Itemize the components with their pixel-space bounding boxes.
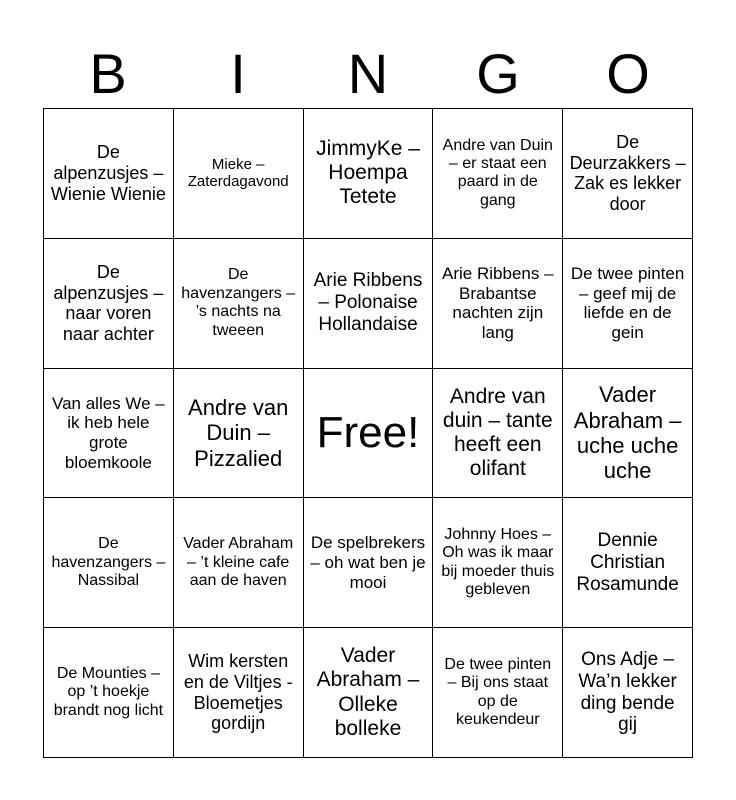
bingo-cell[interactable]: Arie Ribbens – Brabantse nachten zijn lang: [433, 239, 563, 369]
bingo-cell[interactable]: Arie Ribbens – Polonaise Hollandaise: [304, 239, 434, 369]
bingo-cell[interactable]: Andre van Duin – er staat een paard in de gang: [433, 109, 563, 239]
free-space[interactable]: Free!: [304, 369, 434, 499]
header-letter-o: O: [606, 42, 650, 105]
bingo-cell[interactable]: Vader Abraham – ’t kleine cafe aan de haven: [174, 498, 304, 628]
bingo-cell[interactable]: De twee pinten – geef mij de liefde en de gein: [563, 239, 693, 369]
bingo-header: [43, 40, 693, 108]
bingo-cell[interactable]: Van alles We – ik heb hele grote bloemkoole: [44, 369, 174, 499]
bingo-cell[interactable]: Vader Abraham – Olleke bolleke: [304, 628, 434, 758]
bingo-cell[interactable]: De Mounties – op ’t hoekje brandt nog licht: [44, 628, 174, 758]
bingo-cell[interactable]: Andre van duin – tante heeft een olifant: [433, 369, 563, 499]
bingo-cell[interactable]: Johnny Hoes – Oh was ik maar bij moeder thuis gebleven: [433, 498, 563, 628]
header-letter-i: I: [230, 42, 246, 105]
bingo-cell[interactable]: De spelbrekers – oh wat ben je mooi: [304, 498, 434, 628]
bingo-cell[interactable]: De alpenzusjes – Wienie Wienie: [44, 109, 174, 239]
bingo-cell[interactable]: De havenzangers – Nassibal: [44, 498, 174, 628]
bingo-cell[interactable]: De havenzangers – ’s nachts na tweeen: [174, 239, 304, 369]
header-letter-b: B: [89, 42, 127, 105]
header-letter-g: G: [476, 42, 520, 105]
bingo-cell[interactable]: Dennie Christian Rosamunde: [563, 498, 693, 628]
bingo-cell[interactable]: JimmyKe – Hoempa Tetete: [304, 109, 434, 239]
bingo-grid: [43, 108, 693, 758]
bingo-cell[interactable]: Andre van Duin – Pizzalied: [174, 369, 304, 499]
bingo-cell[interactable]: Mieke – Zaterdagavond: [174, 109, 304, 239]
bingo-cell[interactable]: Ons Adje – Wa’n lekker ding bende gij: [563, 628, 693, 758]
header-letter-n: N: [347, 42, 389, 105]
bingo-cell[interactable]: De alpenzusjes – naar voren naar achter: [44, 239, 174, 369]
bingo-cell[interactable]: Wim kersten en de Viltjes - Bloemetjes gordijn: [174, 628, 304, 758]
bingo-cell[interactable]: De twee pinten – Bij ons staat op de keukendeur: [433, 628, 563, 758]
bingo-cell[interactable]: Vader Abraham – uche uche uche: [563, 369, 693, 499]
bingo-cell[interactable]: De Deurzakkers – Zak es lekker door: [563, 109, 693, 239]
